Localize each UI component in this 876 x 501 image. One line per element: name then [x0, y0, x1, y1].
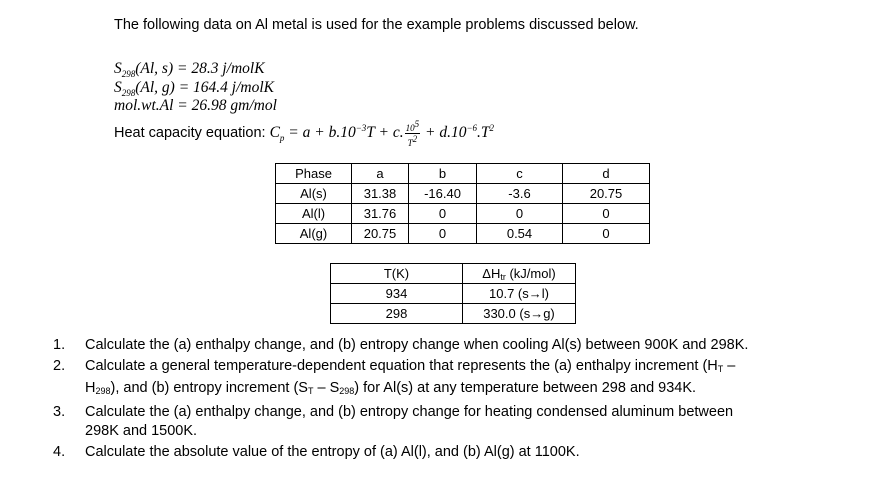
table-cell: 31.38: [352, 184, 409, 204]
table-cell: -3.6: [477, 184, 563, 204]
table-header: d: [563, 164, 650, 184]
table-cell: 330.0 (s→g): [463, 304, 576, 324]
table-cell: 934: [331, 284, 463, 304]
table-header: Phase: [276, 164, 352, 184]
table-header: T(K): [331, 264, 463, 284]
table-header-row: [276, 164, 650, 184]
table-header: a: [352, 164, 409, 184]
table-row: [276, 224, 650, 244]
table-cell: 0: [477, 204, 563, 224]
table-cell: 20.75: [563, 184, 650, 204]
table-cell: 10.7 (s→l): [463, 284, 576, 304]
question-list: [53, 336, 753, 464]
heat-capacity-equation: Heat capacity equation: $C_p = a + b.10^{-3}T + c$. $\frac{10^5}{T^2}$ + $d.10^{-6}.T^2$: [114, 119, 495, 148]
list-item: 1. Calculate the (a) enthalpy change, and (b) entropy change when cooling Al(s) between 900K and 298K.: [53, 337, 749, 353]
table-row: [276, 184, 650, 204]
table-cell: 0: [409, 224, 477, 244]
table-cell: 0.54: [477, 224, 563, 244]
table-cell: -16.40: [409, 184, 477, 204]
intro-text: The following data on Al metal is used for the example problems discussed below.: [114, 17, 639, 33]
table-cell: 31.76: [352, 204, 409, 224]
table-header: $\Delta H_{tr}$ (kJ/mol): [463, 264, 576, 284]
molecular-weight: mol.wt.Al = 26.98 gm/mol: [114, 97, 277, 114]
list-item: 4. Calculate the absolute value of the entropy of (a) Al(l), and (b) Al(g) at 1100K.: [53, 444, 580, 460]
table-row: [331, 304, 576, 324]
table-header-row: [331, 264, 576, 284]
transition-enthalpy-table: [330, 263, 576, 324]
table-header: b: [409, 164, 477, 184]
table-header: c: [477, 164, 563, 184]
table-cell: Al(s): [276, 184, 352, 204]
entropy-al-gas: $S_{298}(Al$, g) = 164.4 j/molK: [114, 79, 275, 99]
table-cell: Al(l): [276, 204, 352, 224]
table-cell: 0: [409, 204, 477, 224]
entropy-al-solid: $S_{298}(Al$, s) = 28.3 j/molK: [114, 60, 265, 80]
table-cell: 20.75: [352, 224, 409, 244]
list-item: 2. Calculate a general temperature-dependent equation that represents the (a) enthalpy increment $(H_T - H_{298})$, and (b) entropy increment $(S_T - S_{298})$ for Al(s) at any temperature between 298 and 934K.: [53, 358, 736, 396]
list-item: 3. Calculate the (a) enthalpy change, and (b) entropy change for heating condensed aluminum between 298K and 1500K.: [53, 404, 734, 439]
heat-capacity-coefficients-table: [275, 163, 650, 244]
table-cell: 0: [563, 204, 650, 224]
table-cell: 0: [563, 224, 650, 244]
table-row: [276, 204, 650, 224]
table-cell: Al(g): [276, 224, 352, 244]
table-cell: 298: [331, 304, 463, 324]
table-row: [331, 284, 576, 304]
